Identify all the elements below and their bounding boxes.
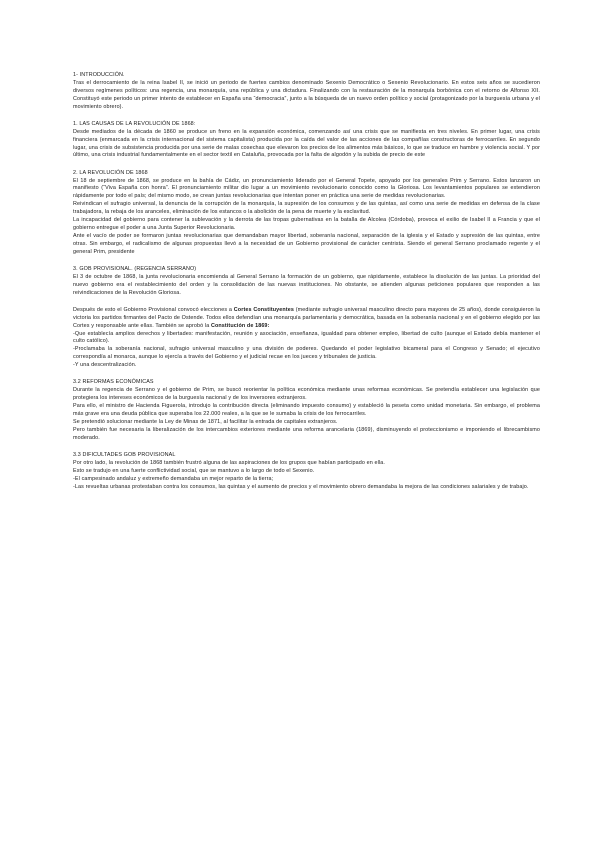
paragraph: Durante la regencia de Serrano y el gobierno de Prim, se buscó reorientar la política económica mediante unas reformas económicas. Se pretendía establecer una legislación que protegiera los intereses económicos de la burguesía nacional y de los inversores extranjeros. — [73, 387, 540, 402]
paragraph: Por otro lado, la revolución de 1868 también frustró alguna de las aspiraciones de los grupos que habían participado en ella. — [73, 459, 385, 466]
section-heading: 1- INTRODUCCIÓN. — [73, 72, 125, 78]
section-heading: 1. LAS CAUSAS DE LA REVOLUCIÓN DE 1868: — [73, 120, 196, 127]
section-gobierno-provisional — [73, 266, 540, 370]
section-dificultades — [73, 452, 540, 492]
section-revolucion — [73, 170, 540, 257]
text-run: (mediante sufragio universal masculino directo para mayores de 25 años), donde consiguieron la victoria los partidos firmantes del Pacto de Ostende. Todos ellos defendían una monarquía parlamentaria y democrática, basada en la soberanía nacional y en el gobierno elegido por las Cortes y responsable ante ellas. También se aprobó la — [73, 306, 540, 329]
section-causas — [73, 121, 540, 161]
paragraph: Ante el vacío de poder se formaron juntas revolucionarias que demandaban mayor libertad, soberanía nacional, separación de la iglesia y el Estado y supresión de las quintas, entre otras. Sin embargo, el radicalismo de algunas propuestas llevó a la necesidad de un Gobierno provisional de carácter centrista. Siendo el general Serrano proclamado regente y el general Prim, presidente — [73, 232, 540, 255]
list-item: -Y una descentralización. — [73, 362, 137, 369]
section-heading: 3.3 DIFICULTADES GOB PROVISIONAL — [73, 451, 176, 458]
list-item: -Proclamaba la soberanía nacional, sufragio universal masculino y una división de poderes. Quedando el poder legislativo bicameral para el Congreso y Senado; el ejecutivo correspondía al monarca, aunque lo ejercía a través del Gobierno y el judicial recae en los jueces y tribunales de justicia. — [73, 346, 540, 361]
section-reformas-economicas — [73, 379, 540, 442]
section-heading: 2. LA REVOLUCIÓN DE 1868 — [73, 169, 148, 176]
text-run: Después de esto el Gobierno Provisional convocó elecciones a — [73, 306, 234, 313]
bold-term: Cortes Constituyentes — [233, 306, 294, 313]
paragraph: La incapacidad del gobierno para contener la sublevación y la derrota de las tropas gubernativas en la batalla de Alcolea (Córdoba), provoca el exilio de Isabel II a Francia y que el gobierno entregue el poder a una Junta Superior Revolucionaria. — [73, 217, 540, 231]
paragraph: Esto se tradujo en una fuerte conflictividad social, que se mantuvo a lo largo de todo el Sexenio. — [73, 467, 315, 474]
list-item: -El campesinado andaluz y extremeño demandaba un mejor reparto de la tierra; — [73, 475, 274, 482]
paragraph: Se pretendió solucionar mediante la Ley de Minas de 1871, al facilitar la entrada de capitales extranjeros. — [73, 418, 338, 425]
paragraph: El 3 de octubre de 1868, la junta revolucionaria encomienda al General Serrano la formación de un gobierno, que rápidamente, establece la disolución de las juntas. La prioridad del nuevo gobierno era el restablecimiento del orden y la consolidación de las nuevas instituciones. No obstante, se atienden algunas peticiones populares que responden a las reivindicaciones de la Revolución Gloriosa. — [73, 273, 540, 296]
paragraph: Desde mediados de la década de 1860 se produce un freno en la expansión económica, comenzando así una crisis que se manifiesta en tres niveles. En primer lugar, una crisis financiera (enmarcada en la crisis internacional del sistema capitalista) producida por la caída del valor de las acciones de las compañías constructoras de ferrocarriles. En segundo lugar, una crisis de subsistencia producida por una serie de malas cosechas que elevaron los precios de los alimentos más básicos, lo que se traduce en hambre y violencia social. Y por último, una crisis industrial fundamentalmente en el sector textil en Cataluña, provocada por la falta de algodón y la subida de precio de este — [73, 128, 540, 159]
paragraph: Para ello, el ministro de Hacienda Figuerola, introdujo la contribución directa (eliminando impuesto consumo) y estableció la peseta como unidad monetaria. Sin embargo, el problema más grave era una deuda pública que superaba los 22.000 reales, a la que se le sumaba la crisis de los ferrocarriles. — [73, 403, 540, 418]
paragraph: Tras el derrocamiento de la reina Isabel II, se inició un periodo de fuertes cambios denominado Sexenio Democrático o Sexenio Revolucionario. En estos seis años se sucedieron diversos regímenes políticos: una regencia, una monarquía, una república y una dictadura. Finalizando con la restauración de la monarquía borbónica con el retorno de Alfonso XII. Constituyó este periodo un primer intento de establecer en España una “democracia”, junto a la búsqueda de un nuevo orden político y social (protagonizado por la burguesía urbana y el movimiento obrero). — [73, 79, 540, 110]
paragraph: El 18 de septiembre de 1868, se produce en la bahía de Cádiz, un pronunciamiento liderado por el General Topete, apoyado por los generales Prim y Serrano. Estos lanzaron un manifiesto (“Viva España con honra”. El pronunciamiento militar dio lugar a un movimiento revolucionario conocido como la Gloriosa. Los levantamientos populares se extendieron rápidamente por todo el país; del mismo modo, se crean juntas revolucionarias que intentan poner en práctica una serie de medidas revolucionarias. — [73, 177, 540, 200]
bold-term: Constitución de 1869: — [210, 322, 270, 329]
list-item: -Las revueltas urbanas protestaban contra los consumos, las quintas y el aumento de precios y el movimiento obrero demandaba la mejora de las condiciones salariales y de trabajo. — [73, 483, 529, 490]
paragraph: Pero también fue necesaria la liberalización de los intercambios exteriores mediante una reforma arancelaria (1869), disminuyendo el proteccionismo e imponiendo el librecambismo moderado. — [73, 426, 540, 441]
paragraph: Reivindican el sufragio universal, la denuncia de la corrupción de la monarquía, la supresión de los consumos y de las quintas, así como una serie de medidas en defensa de la clase trabajadora, la rebaja de los aranceles, eliminación de los estancos o la abolición de la pena de muerte y la esclavitud. — [73, 201, 540, 216]
paragraph-gap — [73, 298, 540, 307]
section-heading: 3. GOB PROVISIONAL. (REGENCIA SERRANO) — [73, 265, 197, 272]
section-heading: 3.2 REFORMAS ECONÓMICAS — [73, 379, 154, 386]
list-item: -Que establecía amplios derechos y libertades: manifestación, reunión y asociación, enseñanza, igualdad para obtener empleo, libertad de culto (aunque el Estado debía mantener el culto católico). — [73, 330, 540, 345]
section-introduccion — [73, 72, 540, 112]
paragraph — [73, 307, 540, 331]
